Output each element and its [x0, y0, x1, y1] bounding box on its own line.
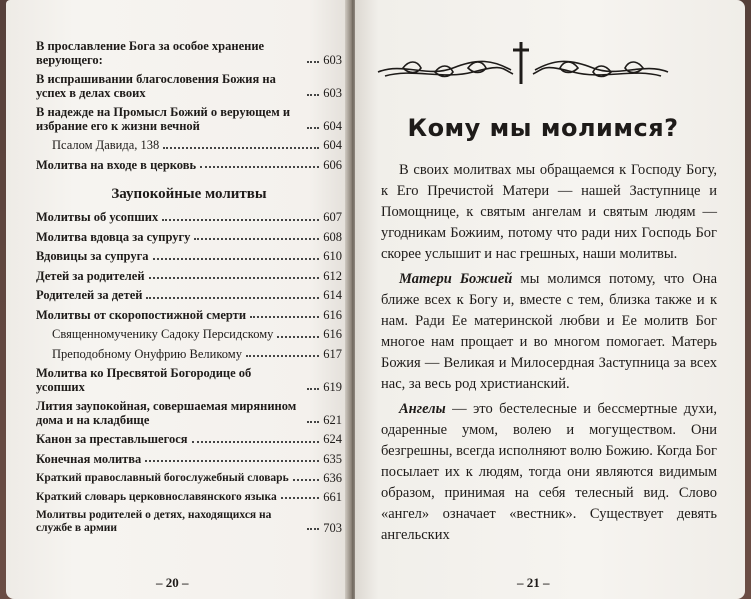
- toc-entry-page: 703: [323, 520, 342, 535]
- cross-ornament-icon: [373, 38, 673, 88]
- paragraph: Ангелы — это бестелесные и бессмертные духи, одаренные умом, волею и могуществом. Они безгрешны, всегда исполняют волю Божию. Когда Бог посылает их к людям, тогда они являются видимым образом, принимая на себя телесный вид. Слово «ангел» означает «вестник». Существует девять ангельских: [381, 401, 717, 543]
- toc-entry-title: Псалом Давида, 138: [52, 138, 160, 152]
- toc-entry: [36, 433, 342, 447]
- toc-entry-title: Конечная молитва: [36, 451, 142, 466]
- toc-entry-page: 606: [323, 157, 342, 172]
- section-heading: Заупокойные молитвы: [111, 186, 267, 202]
- toc-entry: [36, 348, 342, 362]
- toc-entry-page: 661: [323, 489, 342, 504]
- toc-entry: [36, 491, 342, 504]
- toc-entry: [36, 231, 342, 245]
- toc-entry: [36, 367, 342, 394]
- toc-entry-page: 614: [323, 288, 342, 302]
- toc-entry-title: Молитвы родителей о детях, находящихся на службе в армии: [36, 509, 272, 534]
- toc-entry-title: В прославление Бога за особое хранение верующего:: [36, 39, 265, 67]
- toc-entry: [36, 400, 342, 427]
- toc-entry-page: 604: [323, 138, 342, 152]
- right-page: [355, 0, 745, 599]
- paragraph: Матери Божией мы молимся потому, что Она ближе всех к Богу и, вместе с тем, близка также и к нам. Ради Ее материнской любви и Ее молитв Бог многое нам прощает и во многом помогает. Матерь Божия — Великая и Милосердная Заступница за всех нас, за весь род христианский.: [381, 271, 718, 392]
- table-of-contents: [36, 40, 342, 540]
- toc-entry-title: В надежде на Промысл Божий о верующем и избрание его к жизни вечной: [36, 105, 291, 133]
- toc-entry: [36, 289, 342, 303]
- toc-entry-title: Вдовицы за супруга: [36, 249, 149, 263]
- toc-entry-page: 619: [323, 379, 342, 394]
- toc-entry-page: 608: [323, 229, 342, 244]
- paragraph: В своих молитвах мы обращаемся к Господу Богу, к Его Пречистой Матери — нашей Заступнице и Помощнице, к святым ангелам и святым людям — угодникам Божиим, потому что ради них Господь Бог скорее услышит и нас грешных, наши молитвы.: [381, 162, 717, 262]
- toc-entry: [36, 453, 342, 467]
- toc-entry-title: Преподобному Онуфрию Великому: [52, 346, 242, 361]
- toc-entry-page: 610: [323, 249, 342, 263]
- page-number: – 20 –: [156, 575, 189, 590]
- toc-entry: [36, 472, 342, 485]
- toc-entry-title: Краткий православный богослужебный словарь: [36, 472, 289, 484]
- toc-entry-title: Молитва вдовца за супругу: [36, 229, 191, 244]
- toc-entry-title: Молитвы от скоропостижной смерти: [36, 307, 247, 322]
- toc-entry: [36, 106, 342, 133]
- body-text: [381, 160, 717, 546]
- toc-entry-title: Краткий словарь церковнославянского языка: [36, 490, 277, 503]
- toc-entry: [36, 309, 342, 323]
- toc-entry-page: 607: [323, 210, 342, 224]
- toc-entry-page: 604: [323, 118, 342, 133]
- toc-entry-page: 612: [323, 268, 342, 283]
- toc-entry-page: 621: [323, 412, 342, 427]
- toc-entry-page: 635: [323, 451, 342, 466]
- page-number: – 21 –: [517, 575, 550, 590]
- toc-entry-page: 603: [323, 52, 342, 67]
- toc-entry-title: Детей за родителей: [36, 268, 145, 283]
- toc-entry-page: 624: [323, 432, 342, 446]
- toc-entry: [36, 73, 342, 100]
- toc-entry-title: Родителей за детей: [36, 288, 143, 302]
- emphasis: Ангелы: [399, 401, 446, 417]
- toc-entry-page: 616: [323, 307, 342, 322]
- toc-entry-title: Молитва на входе в церковь: [36, 157, 197, 172]
- toc-entry-page: 603: [323, 85, 342, 100]
- toc-entry-title: Лития заупокойная, совершаемая мирянином дома и на кладбище: [36, 399, 297, 427]
- toc-entry: [36, 159, 342, 173]
- toc-entry-title: В испрашивании благословения Божия на успех в делах своих: [36, 72, 276, 100]
- toc-entry-title: Молитвы об усопших: [36, 210, 159, 224]
- toc-entry-page: 636: [323, 471, 342, 485]
- toc-entry-title: Священномученику Садоку Персидскому: [52, 327, 274, 341]
- toc-entry-title: Канон за преставльшегося: [36, 432, 188, 446]
- toc-entry-title: Молитва ко Пресвятой Богородице об усопших: [36, 366, 252, 394]
- toc-entry-page: 616: [323, 327, 342, 341]
- toc-entry: [36, 139, 342, 153]
- left-page: [6, 0, 351, 599]
- toc-entry: [36, 211, 342, 225]
- toc-entry: [36, 250, 342, 264]
- toc-entry: [36, 509, 342, 534]
- chapter-title: Кому мы молимся?: [407, 114, 679, 142]
- emphasis: Матери Божией: [399, 271, 513, 287]
- toc-entry: [36, 328, 342, 342]
- toc-entry: [36, 40, 342, 67]
- toc-entry-page: 617: [323, 346, 342, 361]
- toc-entry: [36, 270, 342, 284]
